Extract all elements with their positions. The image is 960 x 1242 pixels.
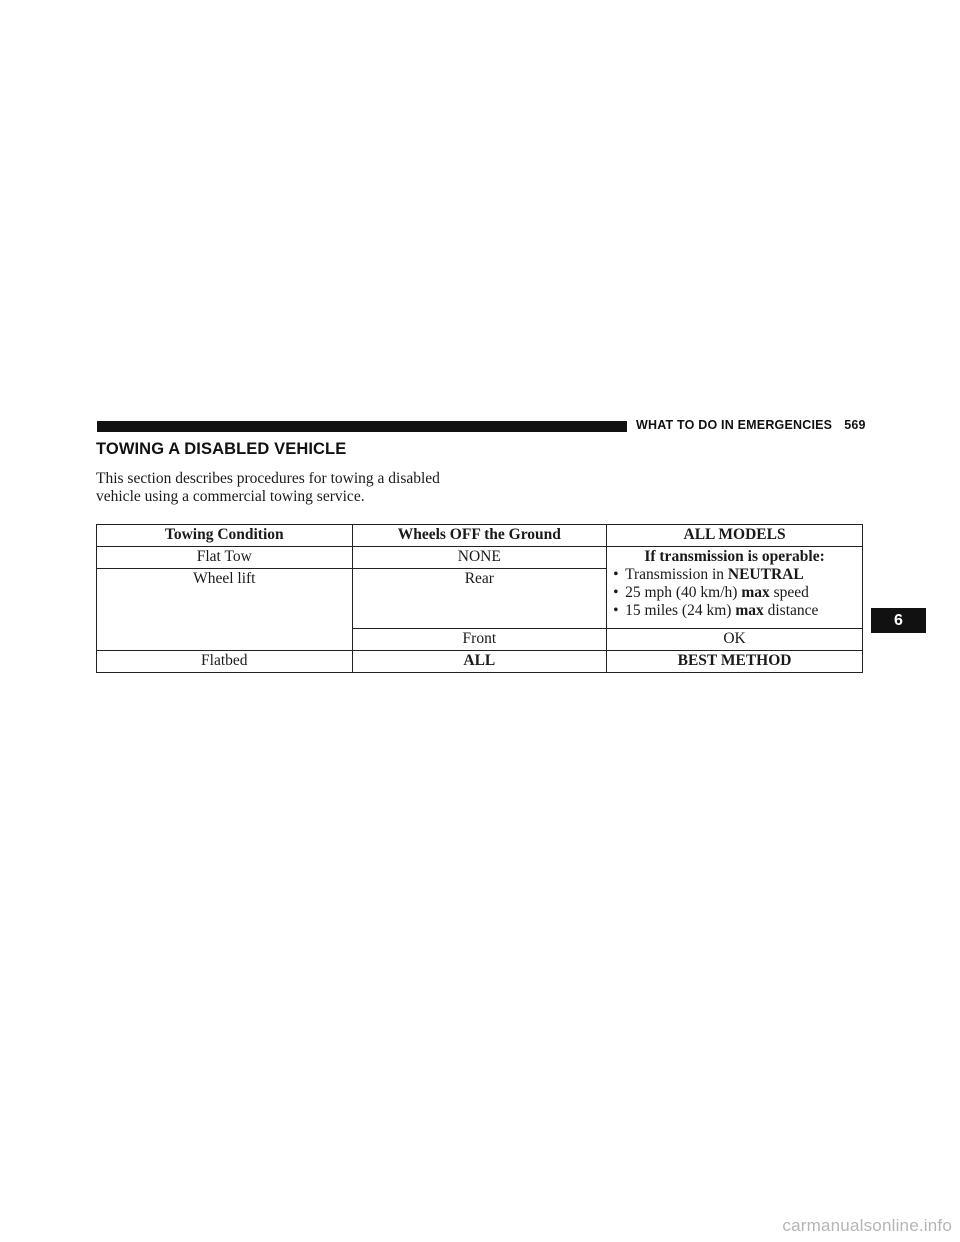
cell-flat-tow-wheels: NONE [352, 547, 607, 569]
header-all-models: ALL MODELS [607, 525, 863, 547]
page-number: 569 [844, 418, 866, 432]
header-towing-condition: Towing Condition [97, 525, 353, 547]
running-header [636, 418, 866, 432]
cell-wheel-lift: Wheel lift [97, 569, 353, 651]
watermark: carmanualsonline.info [782, 1216, 952, 1235]
bullet-icon: • [613, 602, 619, 619]
header-wheels-off-ground: Wheels OFF the Ground [352, 525, 607, 547]
list-item: • 25 mph (40 km/h) max speed [613, 584, 809, 601]
list-item: • 15 miles (24 km) max distance [613, 602, 819, 619]
towing-table [96, 524, 863, 673]
table-row [97, 547, 863, 569]
chapter-tab: 6 [871, 608, 926, 633]
conditions-list [611, 566, 858, 622]
cell-operable-conditions [607, 547, 863, 629]
bullet-icon: • [613, 566, 619, 583]
cell-flat-tow: Flat Tow [97, 547, 353, 569]
table-row [97, 651, 863, 673]
intro-paragraph [96, 470, 516, 506]
cell-flatbed: Flatbed [97, 651, 353, 673]
section-title: TOWING A DISABLED VEHICLE [96, 440, 347, 458]
table-header-row [97, 525, 863, 547]
list-item: • Transmission in NEUTRAL [613, 566, 804, 583]
cell-front-result: OK [607, 629, 863, 651]
intro-line: vehicle using a commercial towing service. [96, 488, 365, 505]
cell-wheel-lift-rear: Rear [352, 569, 607, 629]
header-section-title: WHAT TO DO IN EMERGENCIES [636, 418, 833, 432]
bullet-icon: • [613, 584, 619, 601]
intro-line: This section describes procedures for towing a disabled [96, 470, 440, 487]
cell-flatbed-wheels: ALL [352, 651, 607, 673]
header-rule [97, 421, 627, 432]
cell-flatbed-result: BEST METHOD [607, 651, 863, 673]
cell-wheel-lift-front: Front [352, 629, 607, 651]
conditions-heading: If transmission is operable: [644, 548, 825, 565]
